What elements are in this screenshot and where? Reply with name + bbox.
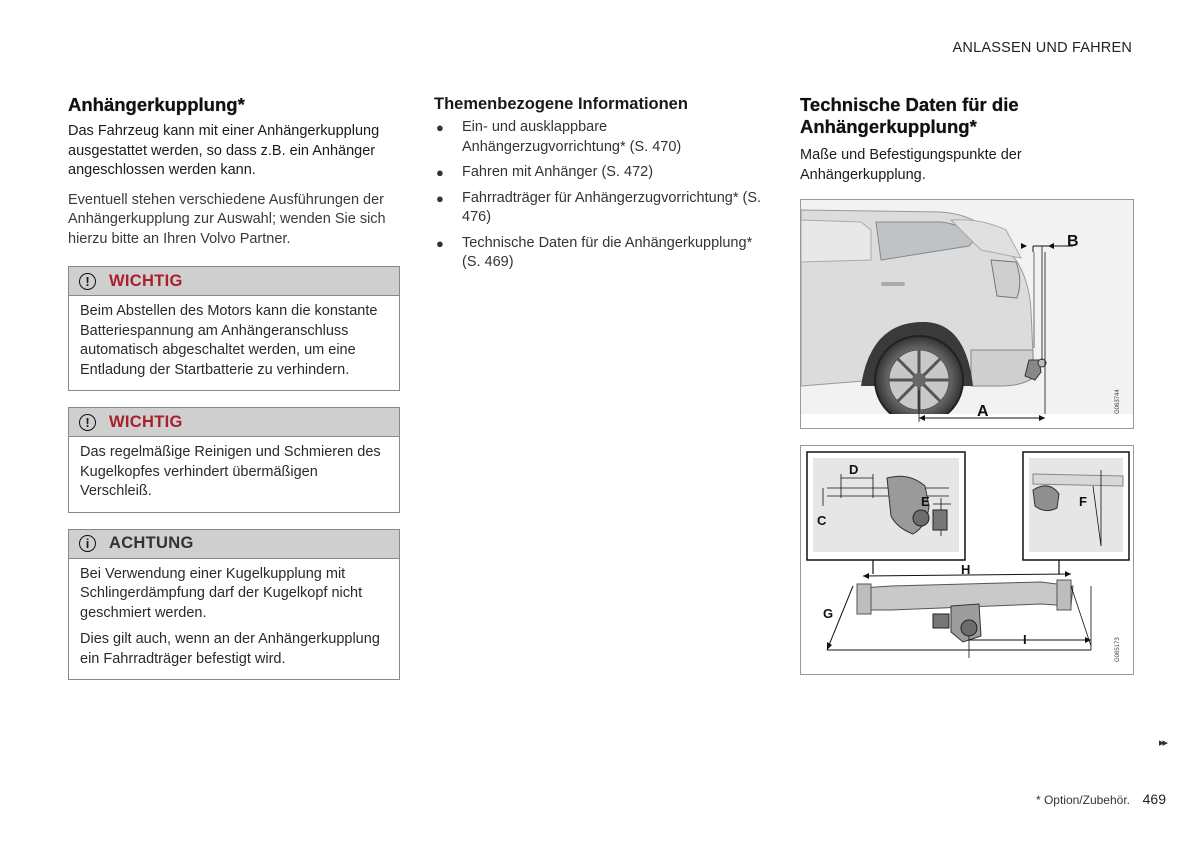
footnote: * Option/Zubehör. bbox=[1035, 793, 1130, 807]
continue-arrow-icon: ▸▸ bbox=[1158, 737, 1166, 749]
related-link[interactable]: ● Technische Daten für die Anhängerkupplung* (S. 469) bbox=[436, 234, 753, 270]
figure-code: G063744 bbox=[1115, 389, 1121, 414]
notice-body bbox=[69, 559, 399, 680]
note-text: Eventuell stehen verschiedene Ausführungen der Anhängerkupplung zur Auswahl; wenden Sie sich hierzu bitte an Ihren Volvo Partner. bbox=[68, 191, 386, 247]
notice-body bbox=[69, 437, 399, 512]
car-illustration bbox=[801, 200, 1133, 428]
notice-wichtig-1 bbox=[68, 266, 400, 391]
page-number: 469 bbox=[1142, 791, 1166, 807]
bullet-icon: ● bbox=[436, 190, 444, 206]
figure-code: G065173 bbox=[1115, 637, 1121, 662]
column-middle bbox=[434, 94, 764, 279]
notice-text: Dies gilt auch, wenn an der Anhängerkupplung ein Fahrradträger befestigt wird. bbox=[80, 631, 380, 667]
dimension-label-i: I bbox=[1023, 632, 1027, 647]
related-info-title: Themenbezogene Informationen bbox=[434, 95, 688, 113]
intro-text: Maße und Befestigungspunkte der Anhängerkupplung. bbox=[800, 147, 1022, 183]
dimension-label-c: C bbox=[817, 513, 827, 528]
intro-text: Das Fahrzeug kann mit einer Anhängerkupplung ausgestattet werden, so dass z.B. ein Anhänger angeschlossen werden kann. bbox=[68, 123, 380, 178]
dimension-label-b: B bbox=[1067, 233, 1079, 250]
related-links-list bbox=[434, 118, 764, 273]
bullet-icon: ● bbox=[436, 235, 444, 251]
notice-title: ACHTUNG bbox=[109, 534, 194, 552]
notice-achtung bbox=[68, 529, 400, 681]
notice-wichtig-2 bbox=[68, 407, 400, 513]
related-link[interactable]: ● Ein- und ausklappbare Anhängerzugvorrichtung* (S. 470) bbox=[436, 119, 682, 155]
section-header: ANLASSEN UND FAHREN bbox=[952, 40, 1132, 56]
notice-header bbox=[69, 408, 399, 437]
related-link[interactable]: ● Fahrradträger für Anhängerzugvorrichtung* (S. 476) bbox=[436, 189, 762, 225]
section-title: Technische Daten für die Anhängerkupplung* bbox=[800, 94, 1019, 137]
section-title: Anhängerkupplung* bbox=[68, 94, 245, 115]
figure-towbar-detail bbox=[800, 445, 1134, 675]
notice-text: Beim Abstellen des Motors kann die konstante Batteriespannung am Anhängeranschluss automatisch abgeschaltet werden, um eine Entladung der Startbatterie zu verhindern. bbox=[80, 303, 378, 378]
dimension-label-h: H bbox=[961, 562, 971, 577]
dimension-label-d: D bbox=[849, 462, 859, 477]
notice-title: WICHTIG bbox=[109, 271, 183, 290]
notice-body bbox=[69, 296, 399, 390]
exclamation-icon: ! bbox=[79, 414, 96, 431]
bullet-icon: ● bbox=[436, 165, 444, 180]
bullet-icon: ● bbox=[436, 120, 444, 135]
notice-title: WICHTIG bbox=[109, 412, 183, 431]
towbar-illustration bbox=[801, 446, 1133, 674]
dimension-label-f: F bbox=[1079, 494, 1087, 509]
notice-header bbox=[69, 267, 399, 296]
notice-header bbox=[69, 530, 399, 559]
dimension-label-e: E bbox=[921, 494, 930, 509]
column-right bbox=[800, 94, 1134, 675]
exclamation-icon: ! bbox=[79, 273, 96, 290]
notice-text: Bei Verwendung einer Kugelkupplung mit Schlingerdämpfung darf der Kugelkopf nicht geschmiert werden. bbox=[80, 565, 363, 621]
column-left bbox=[68, 94, 400, 696]
info-icon: i bbox=[79, 535, 96, 552]
figure-car-towbar bbox=[800, 199, 1134, 429]
dimension-label-a: A bbox=[977, 403, 989, 420]
notice-text: Das regelmäßige Reinigen und Schmieren des Kugelkopfes verhindert übermäßigen Verschleiß. bbox=[80, 444, 381, 499]
dimension-label-g: G bbox=[823, 606, 834, 621]
related-link[interactable]: ● Fahren mit Anhänger (S. 472) bbox=[434, 163, 764, 183]
